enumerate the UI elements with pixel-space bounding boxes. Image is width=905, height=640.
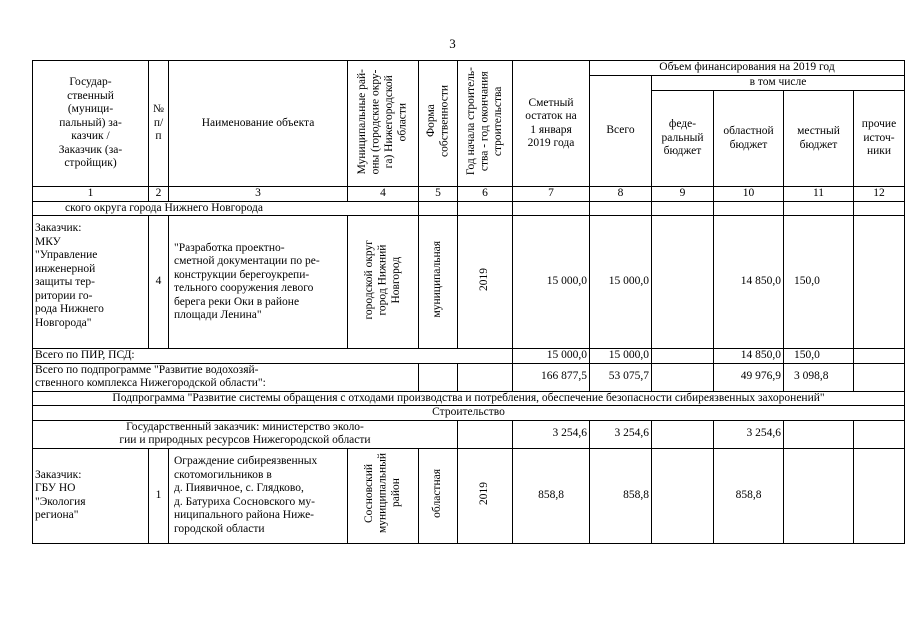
header-object-name: Наименование объекта bbox=[169, 61, 348, 187]
subprogram-total-label: Всего по подпрограмме "Развитие водохозяй- ственного комплекса Нижегородской области": bbox=[33, 363, 419, 391]
col-number: 11 bbox=[784, 187, 854, 202]
okrug-label: ского округа города Нижнего Новгорода bbox=[33, 201, 419, 216]
pir-regional: 14 850,0 bbox=[714, 349, 784, 364]
state-customer-balance: 3 254,6 bbox=[513, 420, 590, 448]
subprogram-balance: 166 877,5 bbox=[513, 363, 590, 391]
header-num: № п/ п bbox=[149, 61, 169, 187]
pir-local: 150,0 bbox=[784, 349, 854, 364]
header-total: Всего bbox=[590, 76, 652, 187]
col-number: 8 bbox=[590, 187, 652, 202]
col-number: 7 bbox=[513, 187, 590, 202]
row-ownership: областная bbox=[431, 468, 444, 518]
row-year: 2019 bbox=[478, 268, 491, 292]
col-number: 2 bbox=[149, 187, 169, 202]
page-number: 3 bbox=[449, 36, 456, 51]
column-number-row bbox=[33, 187, 905, 202]
okrug-row bbox=[33, 201, 905, 216]
subprogram-title: Подпрограмма "Развитие системы обращения с отходами производства и потребления, обеспечение безопасности сибиреязвенных захоронений" bbox=[33, 391, 905, 406]
col-number: 4 bbox=[348, 187, 419, 202]
table-row bbox=[33, 216, 905, 349]
subprogram-local: 3 098,8 bbox=[784, 363, 854, 391]
row-year: 2019 bbox=[478, 481, 491, 505]
row-customer: Заказчик: ГБУ НО "Экология региона" bbox=[33, 448, 149, 543]
subprogram-regional: 49 976,9 bbox=[714, 363, 784, 391]
row-total: 15 000,0 bbox=[590, 216, 652, 349]
header-customer: Государ- ственный (муници- пальный) за- казчик / Заказчик (за- стройщик) bbox=[33, 61, 149, 187]
row-district: городской округ город Нижний Новгород bbox=[362, 240, 402, 320]
header-district: Муниципальные рай- оны (городские окру- га) Нижегородской области bbox=[356, 68, 409, 174]
subprogram-total: 53 075,7 bbox=[590, 363, 652, 391]
row-object: Ограждение сибиреязвенных скотомогильников в д. Пиявичное, с. Глядково, д. Батуриха Сосновского му- ниципального района Ниже- городской области bbox=[169, 448, 348, 543]
header-local: местный бюджет bbox=[784, 91, 854, 187]
header-other: прочие источ- ники bbox=[854, 91, 905, 187]
header-row-1 bbox=[33, 61, 905, 76]
state-customer-total: 3 254,6 bbox=[590, 420, 652, 448]
col-number: 6 bbox=[458, 187, 513, 202]
col-number: 12 bbox=[854, 187, 905, 202]
row-other bbox=[854, 216, 905, 349]
financing-table bbox=[32, 60, 905, 544]
header-federal: феде- ральный бюджет bbox=[652, 91, 714, 187]
subprogram-title-row bbox=[33, 391, 905, 406]
row-balance: 15 000,0 bbox=[513, 216, 590, 349]
table-row bbox=[33, 448, 905, 543]
col-number: 10 bbox=[714, 187, 784, 202]
row-regional: 858,8 bbox=[714, 448, 784, 543]
row-total: 858,8 bbox=[590, 448, 652, 543]
col-number: 3 bbox=[169, 187, 348, 202]
pir-total-label: Всего по ПИР, ПСД: bbox=[33, 349, 513, 364]
construction-title: Строительство bbox=[33, 406, 905, 421]
subprogram-total-row bbox=[33, 363, 905, 391]
state-customer-regional: 3 254,6 bbox=[714, 420, 784, 448]
state-customer-row bbox=[33, 420, 905, 448]
construction-row bbox=[33, 406, 905, 421]
header-ownership: Форма собственности bbox=[424, 85, 450, 158]
pir-balance: 15 000,0 bbox=[513, 349, 590, 364]
row-num: 4 bbox=[149, 216, 169, 349]
pir-total-row bbox=[33, 349, 905, 364]
pir-total: 15 000,0 bbox=[590, 349, 652, 364]
header-funding: Объем финансирования на 2019 год bbox=[590, 61, 905, 76]
header-including: в том числе bbox=[652, 76, 905, 91]
state-customer-label: Государственный заказчик: министерство эколо- гии и природных ресурсов Нижегородской области bbox=[33, 420, 458, 448]
row-district: Сосновский муниципальный район bbox=[362, 453, 402, 534]
header-balance: Сметный остаток на 1 января 2019 года bbox=[513, 61, 590, 187]
row-federal bbox=[652, 216, 714, 349]
row-regional: 14 850,0 bbox=[714, 216, 784, 349]
header-years: Год начала строитель- ства - год окончания строительства bbox=[464, 67, 504, 176]
col-number: 5 bbox=[419, 187, 458, 202]
row-local: 150,0 bbox=[784, 216, 854, 349]
header-regional: областной бюджет bbox=[714, 91, 784, 187]
row-ownership: муниципальная bbox=[431, 241, 444, 319]
row-customer: Заказчик: МКУ "Управление инженерной защиты тер- ритории го- рода Нижнего Новгорода" bbox=[33, 216, 149, 349]
row-num: 1 bbox=[149, 448, 169, 543]
row-balance: 858,8 bbox=[513, 448, 590, 543]
col-number: 9 bbox=[652, 187, 714, 202]
col-number: 1 bbox=[33, 187, 149, 202]
row-object: "Разработка проектно- сметной документации по ре- конструкции берегоукрепи- тельного сооружения левого берега реки Оки в районе площади Ленина" bbox=[169, 216, 348, 349]
